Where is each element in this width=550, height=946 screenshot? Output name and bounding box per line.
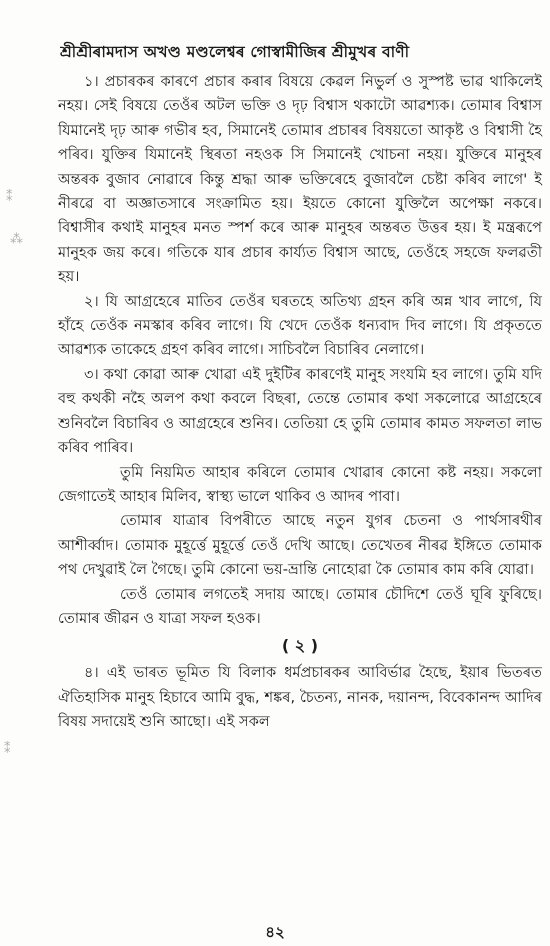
paragraph-2: ২। যি আগ্ৰহেৰে মাতিব তেওঁৰ ঘৰতহে অতিথ্য গ্ৰহন কৰি অন্ন খাব লাগে, যি হাঁহে তেওঁক নমস্কাৰ কৰিব লাগে। যি খেদে তেওঁক ধন্যবাদ দিব লাগে। যি প্ৰকৃততে আৱশ্যক তাকেহে গ্ৰহণ কৰিব লাগে। সাচিবলৈ বিচাৰিব নেলাগে। [58, 292, 542, 359]
paragraph-6: তেওঁ তোমাৰ লগতেই সদায় আছে। তোমাৰ চৌদিশে তেওঁ ঘূৰি ফুৰিছে। তোমাৰ জীৱন ও যাত্ৰা সফল হওক। [58, 585, 542, 627]
paragraph-1: ১। প্ৰচাৰকৰ কাৰণে প্ৰচাৰ কৰাৰ বিষয়ে কেৱল নিভুৰ্ল ও সুস্পষ্ট ভাৱ থাকিলেই নহয়। সেই বিষয়ে তেওঁৰ অটল ভক্তি ও দৃঢ় বিশ্বাস থকাটো আৱশ্যক। তোমাৰ বিশ্বাস যিমানেই দৃঢ় আৰু গভীৰ হব, সিমানেই তোমাৰ প্ৰচাৰৰ বিষয়তো আকৃষ্ট ও বিশ্বাসী হৈ পৰিব। যুক্তিৰ যিমানেই স্থিৰতা নহওক সি সিমানেই খোচনা নহয়। যুক্তিৰে মানুহৰ অন্তৰক বুজাব নোৱাৰে কিন্তু শ্ৰদ্ধা আৰু ভক্তিৰেহে বুজাবলৈ চেষ্টা কৰিব লাগে' ই নীৰৱে বা অজ্ঞাতসাৰে সংক্ৰামিত হয়। ইয়তে কোনো যুক্তিলৈ অপেক্ষা নকৰে। বিশ্বাসীৰ কথাই মানুহৰ মনত স্পৰ্শ কৰে আৰু মানুহৰ অন্তৰত উত্তৰ হয়। ই মন্ত্ৰৰূপে মানুহক জয় কৰে। গতিকে যাৰ প্ৰচাৰ কাৰ্য্যত বিশ্বাস আছে, তেওঁহে সহজে ফলৱতী হয়। [58, 73, 542, 286]
page-heading: শ্ৰীশ্ৰীৰামদাস অখণ্ড মণ্ডলেশ্বৰ গোস্বামীজিৰ শ্ৰীমুখৰ বাণী [60, 43, 410, 61]
paragraph-3: ৩। কথা কোৱা আৰু খোৱা এই দুইটিৰ কাৰণেই মানুহ সংযমি হব লাগে। তুমি যদি বহু কথকী নহৈ অলপ কথা কবলে বিছৰা, তেন্তে তোমাৰ কথা সকলোৱে আগ্ৰহেৰে শুনিবলৈ বিচাৰিব ও আগ্ৰহেৰে শুনিব। তেতিয়া হে তুমি তোমাৰ কামত সফলতা লাভ কৰিব পাৰিব। [58, 365, 542, 457]
paragraph-5: তোমাৰ যাত্ৰাৰ বিপৰীতে আছে নতুন যুগৰ চেতনা ও পাৰ্থসাৰথীৰ আশীৰ্ব্বাদ। তোমাক মুহূৰ্ত্তে মুহূৰ্ত্তে তেওঁ দেখি আছে। তেখেতৰ নীৰৱ ইঙ্গিতে তোমাক পথ দেখুৱাই লৈ গৈছে। তুমি কোনো ভয়-ভ্ৰান্তি নোহোৱা কৈ তোমাৰ কাম কৰি যোৱা। [58, 512, 542, 579]
margin-smudge: ⁂ [10, 232, 23, 247]
paragraph-4: তুমি নিয়মিত আহাৰ কৰিলে তোমাৰ খোৱাৰ কোনো কষ্ট নহয়। সকলো জেগাতেই আহাৰ মিলিব, স্বাস্থ্য ভালে থাকিব ও আদৰ পাবা। [58, 463, 542, 505]
section-marker: ( ২ ) [281, 636, 319, 656]
paragraph-7: ৪। এই ভাৰত ভূমিত যি বিলাক ধৰ্মপ্ৰচাৰকৰ আবিৰ্ভাৱ হৈছে, ইয়াৰ ভিতৰত ঐতিহাসিক মানুহ হিচাবে আমি বুদ্ধ, শঙ্কৰ, চৈতন্য, নানক, দয়ানন্দ, বিবেকানন্দ আদিৰ বিষয় সদায়েই শুনি আছো। এই সকল [58, 664, 542, 731]
page-body [58, 70, 542, 735]
margin-smudge: ⁑ [6, 190, 13, 205]
page-number: ৪২ [265, 923, 285, 941]
margin-smudge: ⁑ [4, 742, 11, 757]
